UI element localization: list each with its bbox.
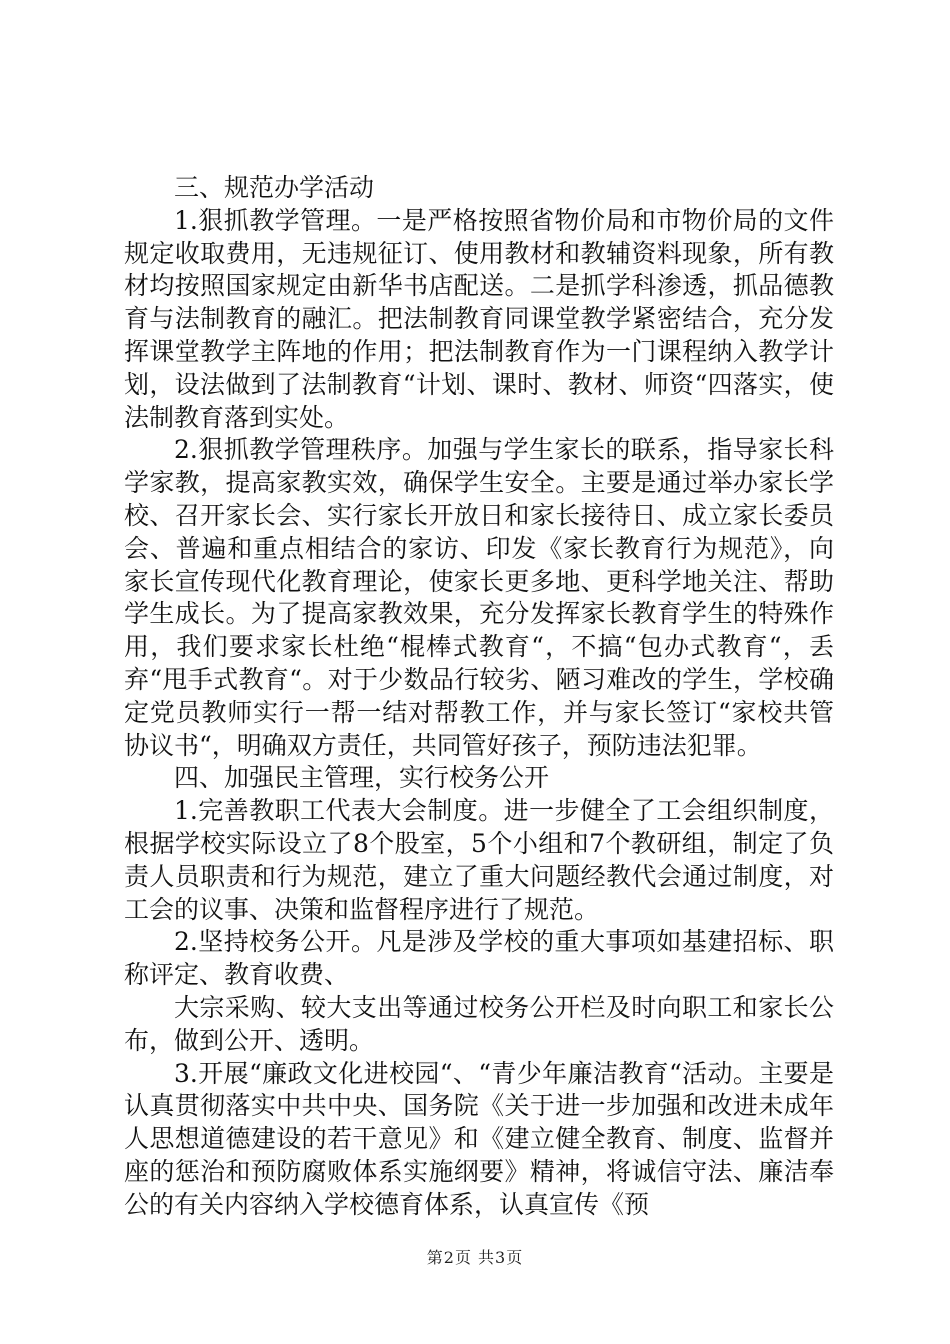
section-heading-three: 三、规范办学活动 <box>174 173 375 202</box>
paragraph-teaching-management: 1.狠抓教学管理。一是严格按照省物价局和市物价局的文件规定收取费用，无违规征订、使用教材和教辅资料现象，所有教材均按照国家规定由新华书店配送。二是抓学科渗透，抓品德教育与法制教育的融汇。把法制教育同课堂教学紧密结合，充分发挥课堂教学主阵地的作用；把法制教育作为一门课程纳入教学计划，设法做到了法制教育“计划、课时、教材、师资“四落实，使法制教育落到实处。 <box>124 205 834 432</box>
section-heading-four: 四、加强民主管理，实行校务公开 <box>174 763 550 793</box>
paragraph-school-affairs: 2.坚持校务公开。凡是涉及学校的重大事项如基建招标、职称评定、教育收费、 <box>124 927 834 990</box>
paragraph-school-affairs-continued: 大宗采购、较大支出等通过校务公开栏及时向职工和家长公布，做到公开、透明。 <box>124 992 834 1055</box>
paragraph-teaching-order: 2.狠抓教学管理秩序。加强与学生家长的联系，指导家长科学家教，提高家教实效，确保学生安全。主要是通过举办家长学校、召开家长会、实行家长开放日和家长接待日、成立家长委员会、普遍和重点相结合的家访、印发《家长教育行为规范》，向家长宣传现代化教育理论，使家长更多地、更科学地关注、帮助学生成长。为了提高家教效果，充分发挥家长教育学生的特殊作用，我们要求家长杜绝“棍棒式教育“，不搞“包办式教育“，丢弃“甩手式教育“。对于少数品行较劣、陋习难改的学生，学校确定党员教师实行一帮一结对帮教工作，并与家长签订“家校共管协议书“，明确双方责任，共同管好孩子，预防违法犯罪。 <box>124 435 834 760</box>
page-number-footer: 第2页 共3页 <box>426 1248 524 1267</box>
paragraph-staff-congress: 1.完善教职工代表大会制度。进一步健全了工会组织制度，根据学校实际设立了8个股室，5个小组和7个教研组，制定了负责人员职责和行为规范，建立了重大问题经教代会通过制度，对工会的议事、决策和监督程序进行了规范。 <box>124 796 834 924</box>
paragraph-integrity-education: 3.开展“廉政文化进校园“、“青少年廉洁教育“活动。主要是认真贯彻落实中共中央、国务院《关于进一步加强和改进未成年人思想道德建设的若干意见》和《建立健全教育、制度、监督并座的惩治和预防腐败体系实施纲要》精神，将诚信守法、廉洁奉公的有关内容纳入学校德育体系，认真宣传《预 <box>124 1058 834 1219</box>
document-body <box>124 172 834 1222</box>
